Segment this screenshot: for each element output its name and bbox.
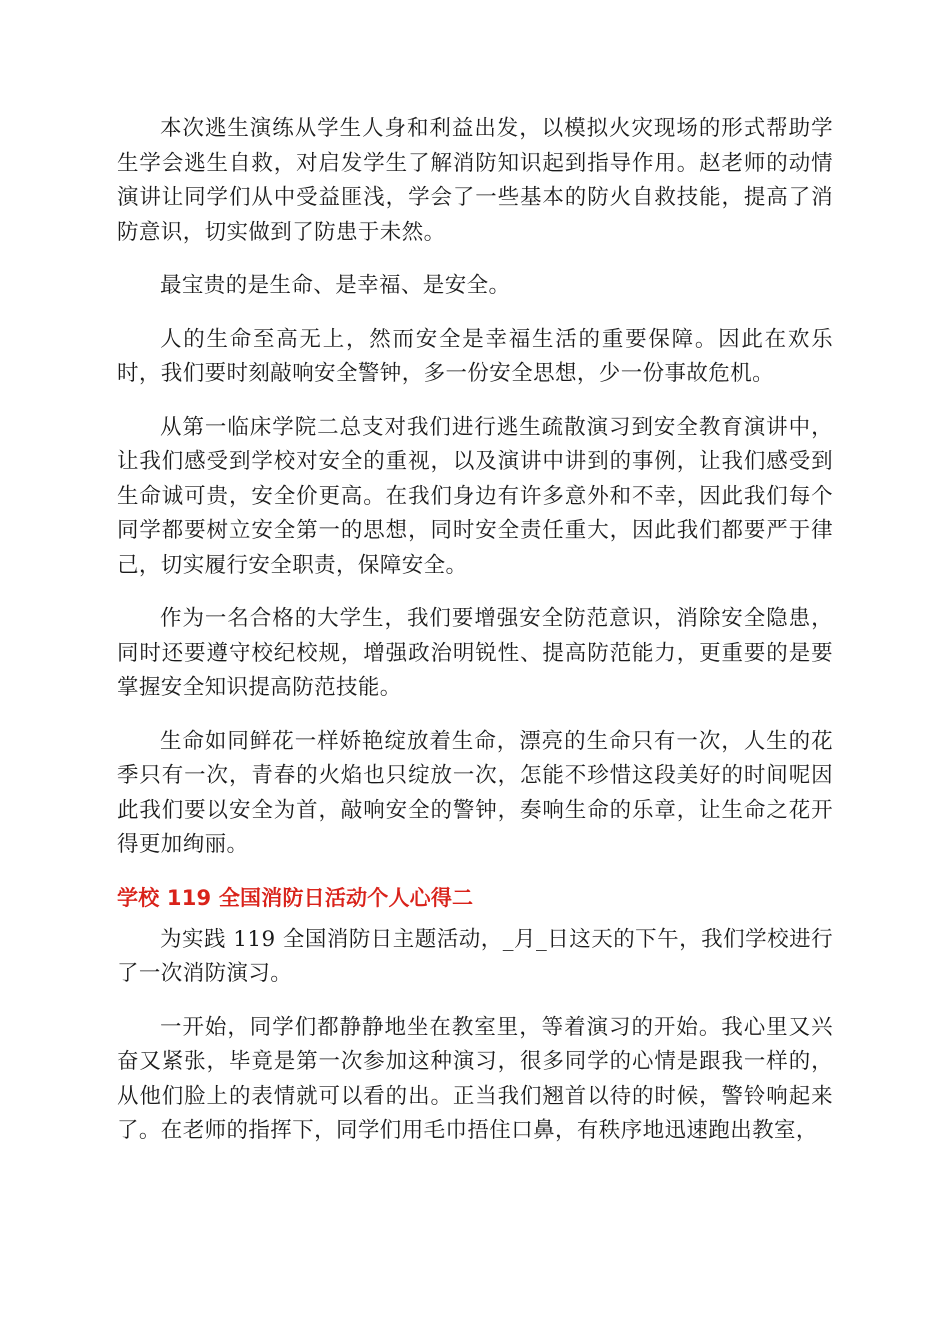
document-page (117, 112, 833, 1168)
paragraph-2: 最宝贵的是生命、是幸福、是安全。 (160, 273, 511, 298)
paragraph-3: 人的生命至高无上，然而安全是幸福生活的重要保障。因此在欢乐时，我们要时刻敲响安全警钟，多一份安全思想，少一份事故危机。 (117, 326, 833, 386)
paragraph-8: 一开始，同学们都静静地坐在教室里，等着演习的开始。我心里又兴奋又紧张，毕竟是第一次参加这种演习，很多同学的心情是跟我一样的，从他们脸上的表情就可以看的出。正当我们翘首以待的时候，警铃响起来了。在老师的指挥下，同学们用毛巾捂住口鼻，有秩序地迅速跑出教室， (117, 1014, 833, 1143)
section-heading: 学校 119 全国消防日活动个人心得二 (117, 885, 474, 910)
paragraph-1: 本次逃生演练从学生人身和利益出发，以模拟火灾现场的形式帮助学生学会逃生自救，对启发学生了解消防知识起到指导作用。赵老师的动情演讲让同学们从中受益匪浅，学会了一些基本的防火自救技能，提高了消防意识，切实做到了防患于未然。 (117, 116, 833, 245)
paragraph-4: 从第一临床学院二总支对我们进行逃生疏散演习到安全教育演讲中，让我们感受到学校对安全的重视，以及演讲中讲到的事例，让我们感受到生命诚可贵，安全价更高。在我们身边有许多意外和不幸，因此我们每个同学都要树立安全第一的思想，同时安全责任重大，因此我们都要严于律己，切实履行安全职责，保障安全。 (117, 414, 833, 578)
paragraph-7: 为实践 119 全国消防日主题活动，_月_日这天的下午，我们学校进行了一次消防演习。 (117, 926, 833, 986)
paragraph-5: 作为一名合格的大学生，我们要增强安全防范意识，消除安全隐患，同时还要遵守校纪校规，增强政治明锐性、提高防范能力，更重要的是要掌握安全知识提高防范技能。 (117, 606, 833, 700)
paragraph-6: 生命如同鲜花一样娇艳绽放着生命，漂亮的生命只有一次，人生的花季只有一次，青春的火焰也只绽放一次，怎能不珍惜这段美好的时间呢因此我们要以安全为首，敲响安全的警钟，奏响生命的乐章，让生命之花开得更加绚丽。 (117, 728, 833, 857)
